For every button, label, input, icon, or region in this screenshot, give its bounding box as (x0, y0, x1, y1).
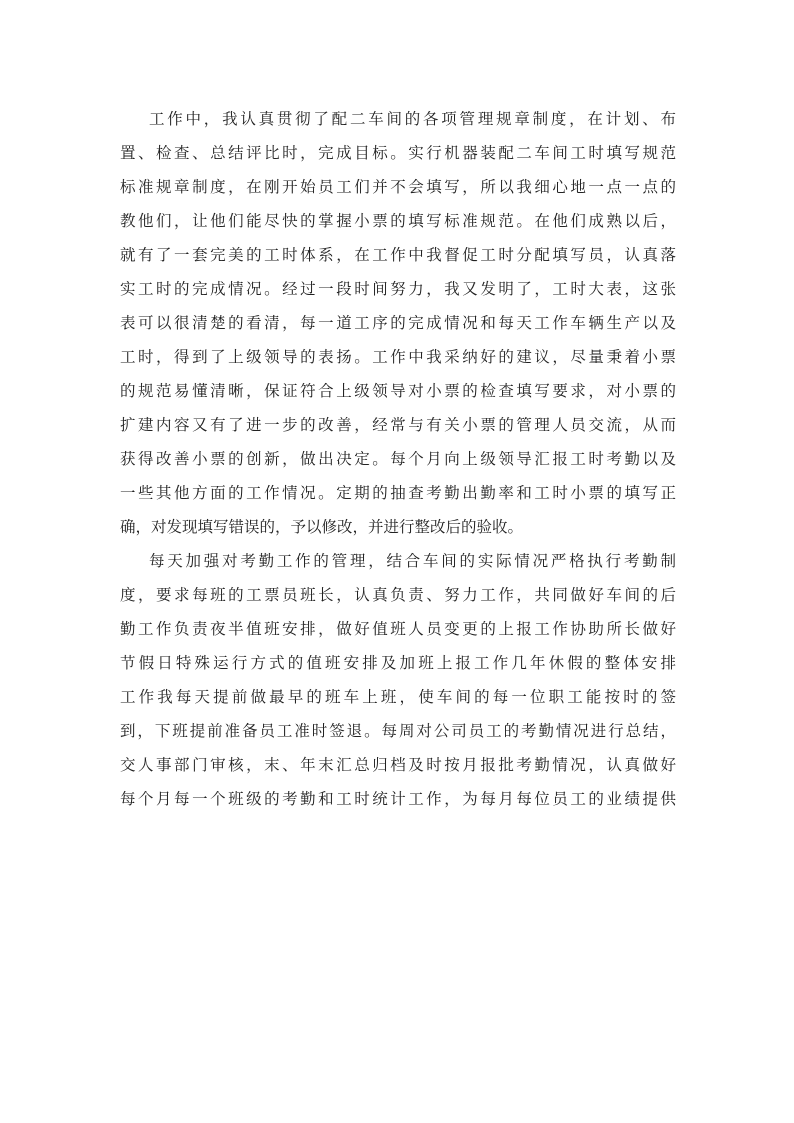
text-line: 每个月每一个班级的考勤和工时统计工作，为每月每位员工的业绩提供 (120, 790, 676, 808)
text-line: 到，下班提前准备员工准时签退。每周对公司员工的考勤情况进行总结， (120, 722, 676, 740)
text-line: 表可以很清楚的看清，每一道工序的完成情况和每天工作车辆生产以及 (120, 314, 676, 332)
text-line: 节假日特殊运行方式的值班安排及加班上报工作几年休假的整体安排 (120, 654, 676, 672)
text-line: 交人事部门审核，末、年末汇总归档及时按月报批考勤情况，认真做好 (120, 756, 676, 774)
text-line: 勤工作负责夜半值班安排，做好值班人员变更的上报工作协助所长做好 (120, 620, 676, 638)
text-line: 教他们，让他们能尽快的掌握小票的填写标准规范。在他们成熟以后， (120, 212, 676, 230)
paragraph-1 (120, 102, 676, 544)
text-line: 每天加强对考勤工作的管理，结合车间的实际情况严格执行考勤制 (149, 552, 676, 570)
text-line: 标准规章制度，在刚开始员工们并不会填写，所以我细心地一点一点的 (120, 178, 676, 196)
text-line: 置、检查、总结评比时，完成目标。实行机器装配二车间工时填写规范 (120, 144, 676, 162)
body-text (120, 102, 676, 816)
text-line: 工时，得到了上级领导的表扬。工作中我采纳好的建议，尽量秉着小票 (120, 348, 676, 366)
text-line: 扩建内容又有了进一步的改善，经常与有关小票的管理人员交流，从而 (120, 416, 676, 434)
text-line: 的规范易懂清晰，保证符合上级领导对小票的检查填写要求，对小票的 (120, 382, 676, 400)
text-line: 实工时的完成情况。经过一段时间努力，我又发明了，工时大表，这张 (120, 280, 676, 298)
text-line: 确，对发现填写错误的，予以修改，并进行整改后的验收。 (120, 518, 524, 536)
text-line: 就有了一套完美的工时体系，在工作中我督促工时分配填写员，认真落 (120, 246, 676, 264)
text-line: 工作中，我认真贯彻了配二车间的各项管理规章制度，在计划、布 (149, 110, 676, 128)
paragraph-2 (120, 544, 676, 816)
text-line: 一些其他方面的工作情况。定期的抽查考勤出勤率和工时小票的填写正 (120, 484, 676, 502)
text-line: 获得改善小票的创新，做出决定。每个月向上级领导汇报工时考勤以及 (120, 450, 676, 468)
text-line: 工作我每天提前做最早的班车上班，使车间的每一位职工能按时的签 (120, 688, 676, 706)
text-line: 度，要求每班的工票员班长，认真负责、努力工作，共同做好车间的后 (120, 586, 676, 604)
